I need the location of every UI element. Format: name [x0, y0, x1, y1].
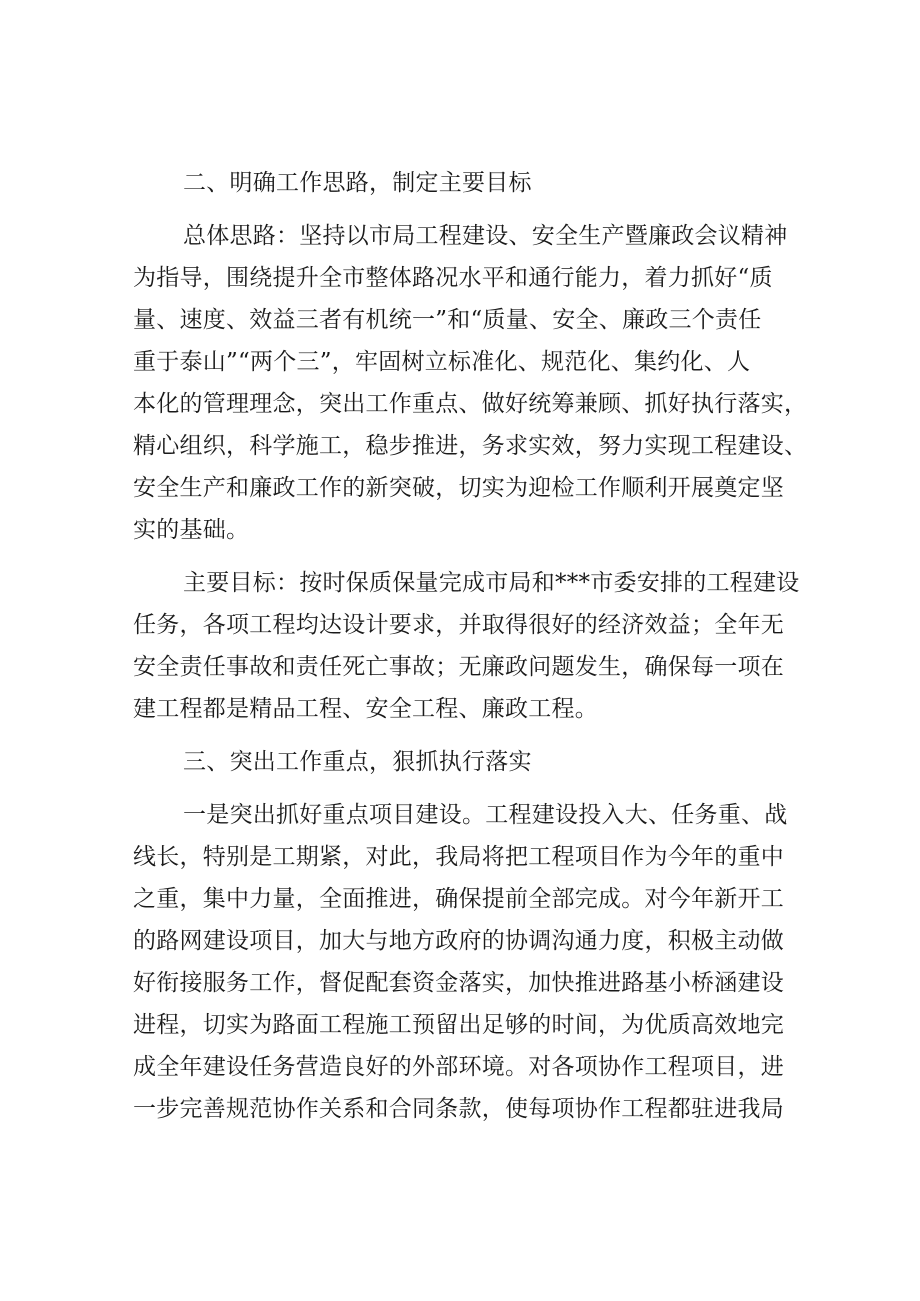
overall-approach-line-6: 精心组织，科学施工，稳步推进，务求实效，努力实现工程建设、	[133, 433, 808, 459]
overall-approach-line-1: 总体思路：坚持以市局工程建设、安全生产暨廉政会议精神	[183, 223, 788, 249]
overall-approach-line-3: 量、速度、效益三者有机统一”和“质量、安全、廉政三个责任	[133, 307, 762, 333]
item-1-line-5: 好衔接服务工作，督促配套资金落实，加快推进路基小桥涵建设	[133, 970, 784, 996]
item-1-line-1: 一是突出抓好重点项目建设。工程建设投入大、任务重、战	[183, 802, 788, 828]
main-goals-line-2: 任务，各项工程均达设计要求，并取得很好的经济效益；全年无	[133, 612, 784, 638]
overall-approach-line-8: 实的基础。	[133, 517, 250, 543]
section-2-heading: 二、明确工作思路，制定主要目标	[183, 170, 532, 196]
main-goals-line-3: 安全责任事故和责任死亡事故；无廉政问题发生，确保每一项在	[133, 654, 784, 680]
item-1-line-7: 成全年建设任务营造良好的外部环境。对各项协作工程项目，进	[133, 1054, 784, 1080]
item-1-line-2: 线长，特别是工期紧，对此，我局将把工程项目作为今年的重中	[133, 844, 784, 870]
item-1-line-3: 之重，集中力量，全面推进，确保提前全部完成。对今年新开工	[133, 886, 784, 912]
overall-approach-line-5: 本化的管理理念，突出工作重点、做好统筹兼顾、抓好执行落实，	[133, 391, 808, 417]
item-1-line-8: 一步完善规范协作关系和合同条款，使每项协作工程都驻进我局	[133, 1096, 784, 1122]
item-1-line-6: 进程，切实为路面工程施工预留出足够的时间，为优质高效地完	[133, 1012, 784, 1038]
overall-approach-line-7: 安全生产和廉政工作的新突破，切实为迎检工作顺利开展奠定坚	[133, 475, 784, 501]
overall-approach-line-2: 为指导，围绕提升全市整体路况水平和通行能力，着力抓好“质	[133, 265, 773, 291]
item-1-line-4: 的路网建设项目，加大与地方政府的协调沟通力度，积极主动做	[133, 928, 784, 954]
overall-approach-line-4: 重于泰山”“两个三”，牢固树立标准化、规范化、集约化、人	[133, 349, 751, 375]
main-goals-line-4: 建工程都是精品工程、安全工程、廉政工程。	[133, 696, 598, 722]
section-3-heading: 三、突出工作重点，狠抓执行落实	[183, 749, 532, 775]
main-goals-line-1: 主要目标：按时保质保量完成市局和***市委安排的工程建设	[183, 570, 800, 596]
